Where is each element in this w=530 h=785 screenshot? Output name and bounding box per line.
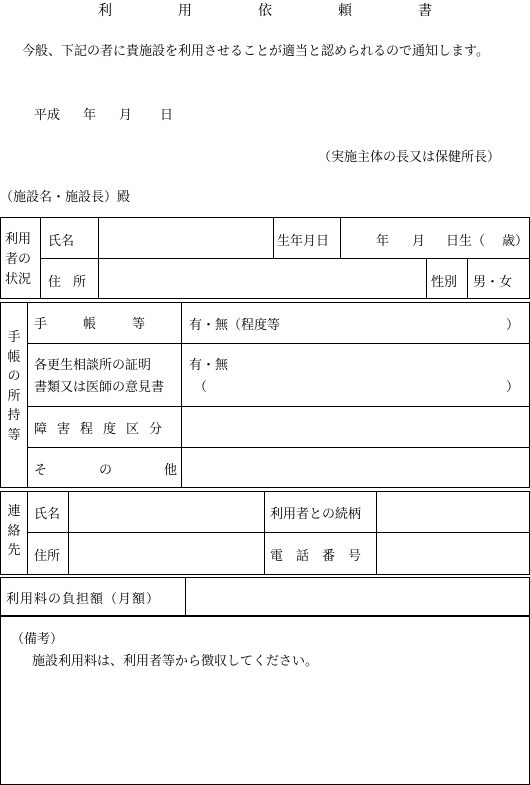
title-char: 用 (178, 3, 192, 19)
date-year: 年 (83, 108, 97, 123)
date-day: 日 (160, 108, 174, 123)
age-unit: 歳） (502, 234, 529, 249)
sex-label: 性別 (431, 275, 458, 290)
addressee-text: （施設名・施設長）殿 (0, 190, 131, 205)
contact-section (0, 491, 530, 575)
issuer-text: （実施主体の長又は保健所長） (318, 150, 501, 165)
birth-day-unit: 日生（ (446, 234, 486, 249)
contact-section-header: 連絡先 (7, 504, 21, 558)
document-title (0, 0, 530, 20)
cert-close-paren: ） (506, 380, 520, 395)
title-char: 頼 (338, 3, 352, 19)
user-section-header: 利用者の状況 (5, 232, 32, 287)
cert-open-paren: （ (194, 380, 208, 395)
birth-month-unit: 月 (412, 234, 426, 249)
cert-label-line1: 各更生相談所の証明 (34, 358, 152, 373)
title-char: 利 (98, 3, 112, 19)
cert-label-line2: 書類又は医師の意見書 (34, 380, 165, 395)
title-char: 書 (418, 3, 432, 19)
title-char: 依 (258, 3, 272, 19)
remarks-section (0, 616, 530, 785)
fee-label: 利用料の負担額（月額） (6, 592, 161, 607)
other-label: その他 (34, 463, 230, 478)
contact-name-label: 氏名 (34, 507, 61, 522)
handbook-section-header: 手帳の所持等 (7, 330, 21, 443)
disability-grade-label: 障害程度区分 (34, 422, 173, 437)
cert-value: 有・無 (189, 358, 229, 373)
phone-label: 電話番号 (270, 549, 375, 564)
user-name-label: 氏名 (48, 234, 75, 249)
date-month: 月 (119, 108, 133, 123)
remarks-label: （備考） (11, 632, 64, 647)
sex-options: 男・女 (473, 275, 513, 290)
user-address-label: 住所 (48, 275, 99, 290)
handbook-label: 手帳等 (34, 317, 182, 332)
handbook-close-paren: ） (506, 318, 520, 333)
date-era: 平成 (34, 108, 61, 123)
birth-year-unit: 年 (376, 234, 390, 249)
notice-text: 今般、下記の者に貴施設を利用させることが適当と認められるので通知します。 (22, 44, 489, 59)
handbook-value: 有・無（程度等 (189, 318, 281, 333)
relation-label: 利用者との続柄 (270, 507, 362, 522)
contact-address-label: 住所 (34, 549, 61, 564)
birth-date-label: 生年月日 (277, 234, 330, 249)
remarks-text: 施設利用料は、利用者等から徴収してください。 (32, 654, 319, 669)
